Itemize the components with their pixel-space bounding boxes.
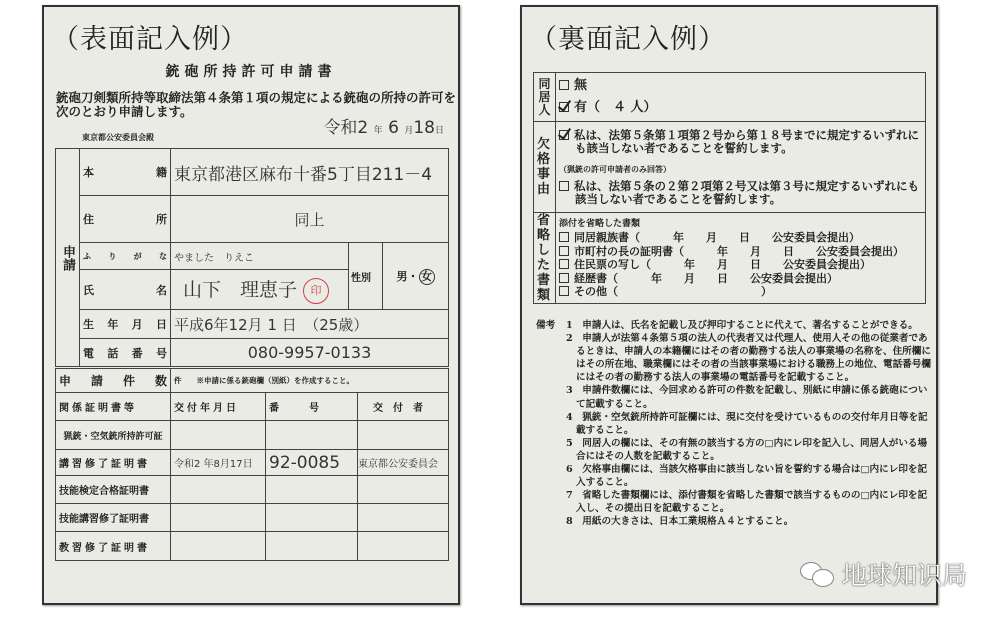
honseki-value: 東京都港区麻布十番5丁目211－4 [171, 149, 449, 196]
omitted-docs-heading: 添付を省略した書類 [559, 218, 641, 229]
watermark: 地球知识局 [800, 556, 967, 592]
cert-row: 講習修了証明書 令和2 年8月17日 92-0085 東京都公安委員会 [56, 450, 449, 476]
wechat-icon [800, 560, 836, 588]
furigana-value: やました りえこ [171, 243, 349, 270]
cert-row: 技能検定合格証明書 [56, 476, 449, 504]
seal-stamp: 印 [303, 278, 329, 304]
note-item: 2 申請人が法第４条第５項の法人の代表者又は代理人、使用人その他の従業者であるときは、申請人の本籍欄にはその者の勤務する法人の事業場の名称を、住所欄にはその所在地、職業欄にはその者の当該事業場における職務上の地位、電話番号欄にはその者の勤務する法人の事業場の電話番号を記載すること。 [566, 333, 931, 384]
note-item: 8 用紙の大きさは、日本工業規格Ａ４とすること。 [566, 516, 794, 528]
notes-section: 備考 1 申請人は、氏名を記載し及び押印することに代えて、著名することができる。 2 申請人が法第４条第５項の法人の代表者又は代理人、使用人その他の従業者であるときは、申請人の本籍欄にはその者の勤務する法人の事業場の名称を、住所欄にはその所在地、職業欄にはその者の当該事業場における職務上の地位、電話番号欄にはその者の勤務する法人の事業場の電話番号を記載すること。 3 申請件数欄には、今回求める許可の件数を記載し、別紙に申請に係る銃砲について記載すること。 4 猟銃・空気銃所持許可証欄には、現に交付を受けているものの交付年月日等を記載すること。 5 同居人の欄には、その有無の該当する方の□内にレ印を記入し、同居人がいる場合にはその人数を記載すること。 6 欠格事由欄には、当該欠格事由に該当しない旨を誓約する場合は□内にレ印を記入すること。 7 省略した書類欄には、添付書類を省略した書類で該当するものの□内にレ印を記入し、その提出日を記載すること。 8 用紙の大きさは、日本工業規格Ａ４とすること。 [536, 320, 931, 528]
application-date: 令和2 年 6 月18日 [323, 118, 444, 138]
cert-header-row: 関係証明書等 交付年月日 番 号 交付者 [56, 393, 449, 421]
phone-value: 080-9957-0133 [171, 339, 449, 367]
disqualification-label: 欠格事由 [534, 122, 556, 213]
cert-row: 教習修了証明書 [56, 532, 449, 561]
cohabit-none-checkbox[interactable]: 無 [559, 75, 922, 97]
count-value: 件 ※申請に係る銃砲欄（別紙）を作成すること。 [171, 369, 449, 393]
note-item: 7 省略した書類欄には、添付書類を省略した書類で該当するものの□内にレ印を記入し、その提出日を記載すること。 [566, 490, 928, 515]
address-value: 同上 [171, 196, 449, 243]
disq-1-checkbox[interactable]: 私は、法第５条第１項第２号から第１８号までに規定するいずれにも該当しない者であることを誓約します。 [559, 129, 922, 155]
omit-item-checkbox[interactable]: 住民票の写し（ 年 月 日 公安委員会提出） [559, 258, 922, 272]
omit-item-checkbox[interactable]: 市町村の長の証明書（ 年 月 日 公安委員会提出） [559, 245, 922, 259]
cert-row: 猟銃・空気銃所持許可証 [56, 421, 449, 450]
omit-item-checkbox[interactable]: 同居親族書（ 年 月 日 公安委員会提出） [559, 231, 922, 245]
cohabit-label: 同居人 [534, 73, 556, 122]
declaration-table [533, 72, 926, 304]
birth-value: 平成6年12月 1 日 （25歳） [171, 310, 449, 339]
note-item: 3 申請件数欄には、今回求める許可の件数を記載し、別紙に申請に係る銃砲について記載すること。 [566, 385, 928, 410]
omit-item-checkbox[interactable]: その他（ ） [559, 285, 922, 299]
form-title: 銃砲所持許可申請書 [165, 64, 337, 80]
certificates-table: 申 請 件 数 件 ※申請に係る銃砲欄（別紙）を作成すること。 関係証明書等 交付年月日 番 号 交付者 猟銃・空気銃所持許可証 講習修了証明書 令和2 年8月17日 92-0085 東京都公安委員会 技能検定合格証明書 技能講習修了証明書 教習修了証明書 [55, 368, 449, 561]
omitted-docs-label: 省略した書類 [534, 213, 556, 304]
cert-row: 技能講習修了証明書 [56, 504, 449, 532]
applicant-label: 申請 [56, 149, 80, 367]
sex-value: 男・ 女 [383, 243, 449, 310]
intro-text: 銃砲刀剣類所持等取締法第４条第１項の規定による銃砲の所持の許可を次のとおり申請します。 [56, 90, 457, 119]
disq-note: （猟銃の許可申請者のみ回答） [559, 163, 671, 174]
note-item: 1 申請人は、氏名を記載し及び押印することに代えて、著名することができる。 [566, 320, 918, 331]
omit-item-checkbox[interactable]: 経歴書（ 年 月 日 公安委員会提出） [559, 272, 922, 286]
disq-2-checkbox[interactable]: 私は、法第５条の２第２項第２号又は第３号に規定するいずれにも該当しない者であることを誓約します。 [559, 180, 922, 206]
note-item: 6 欠格事由欄には、当該欠格事由に該当しない旨を誓約する場合は□内にレ印を記入すること。 [566, 464, 928, 489]
note-item: 4 猟銃・空気銃所持許可証欄には、現に交付を受けているものの交付年月日等を記載すること。 [566, 411, 928, 436]
applicant-table: 申請 本 籍 東京都港区麻布十番5丁目211－4 住 所 同上 ふ り が な やました りえこ 性別 男・ 女 氏 名 山下 理恵子 印 生 年 月 日 平成6年12月 1 日 （25歳） 電 話 番 号 080-9957-0133 [55, 148, 449, 367]
sex-label: 性別 [349, 243, 383, 310]
back-example-card [520, 5, 938, 605]
front-example-card [42, 5, 460, 605]
back-heading: （裏面記入例） [530, 24, 726, 55]
addressee: 東京都公安委員会殿 [82, 132, 154, 142]
cohabit-yes-checkbox[interactable]: 有（ ４ 人） [559, 97, 922, 119]
front-heading: （表面記入例） [52, 24, 248, 55]
name-value: 山下 理恵子 印 [171, 270, 349, 310]
note-item: 5 同居人の欄には、その有無の該当する方の□内にレ印を記入し、同居人がいる場合にはその人数を記載すること。 [566, 437, 928, 462]
